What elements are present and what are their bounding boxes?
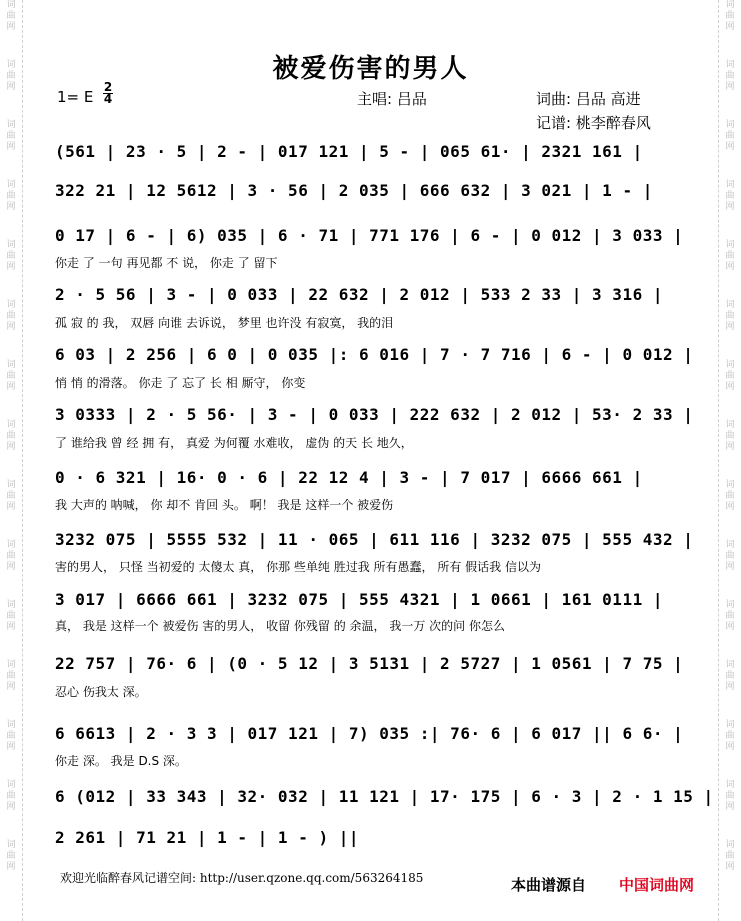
score-row: 0 · 6 321 | 16· 0 · 6 | 22 12 4 | 3 - | 7 017 | 6666 661 | — [55, 468, 643, 487]
composer-credit: 词曲: 吕品 高进 — [536, 90, 641, 108]
score-row: 22 757 | 76· 6 | (0 · 5 12 | 3 5131 | 2 5727 | 1 0561 | 7 75 | — [55, 654, 684, 673]
watermark-text: 词 曲 网 — [6, 420, 16, 452]
watermark-text: 词 曲 网 — [725, 780, 735, 812]
watermark-text: 词 曲 网 — [725, 600, 735, 632]
lyrics-line: 了 谁给我 曾 经 拥 有， 真爱 为何覆 水难收， 虚伪 的天 长 地久， — [55, 436, 413, 450]
time-signature — [103, 82, 113, 105]
watermark-text: 词 曲 网 — [725, 0, 735, 32]
watermark-text: 词 曲 网 — [725, 120, 735, 152]
lyrics-line: 真， 我是 这样一个 被爱伤 害的男人， 收留 你残留 的 余温， 我一万 次的问 你怎么 — [55, 619, 505, 633]
score-row: 2 · 5 56 | 3 - | 0 033 | 22 632 | 2 012 | 533 2 33 | 3 316 | — [55, 285, 663, 304]
watermark-text: 词 曲 网 — [6, 660, 16, 692]
watermark-text: 词 曲 网 — [6, 600, 16, 632]
watermark-text: 词 曲 网 — [725, 60, 735, 92]
watermark-text: 词 曲 网 — [725, 420, 735, 452]
score-row: 322 21 | 12 5612 | 3 · 56 | 2 035 | 666 632 | 3 021 | 1 - | — [55, 181, 653, 200]
score-row: 6 6613 | 2 · 3 3 | 017 121 | 7) 035 :| 76· 6 | 6 017 || 6 6· | — [55, 724, 684, 743]
brand-name: 中国词曲网 — [619, 876, 695, 894]
watermark-text: 词 曲 网 — [6, 0, 16, 32]
score-row: (561 | 23 · 5 | 2 - | 017 121 | 5 - | 065 61· | 2321 161 | — [55, 142, 643, 161]
watermark-text: 词 曲 网 — [6, 480, 16, 512]
source-label: 本曲谱源自 — [511, 876, 587, 894]
watermark-text: 词 曲 网 — [725, 180, 735, 212]
watermark-text: 词 曲 网 — [725, 480, 735, 512]
watermark-text: 词 曲 网 — [6, 180, 16, 212]
watermark-text: 词 曲 网 — [725, 540, 735, 572]
watermark-text: 词 曲 网 — [6, 300, 16, 332]
watermark-text: 词 曲 网 — [6, 60, 16, 92]
watermark-text: 词 曲 网 — [6, 840, 16, 872]
watermark-text: 词 曲 网 — [6, 720, 16, 752]
score-row: 6 03 | 2 256 | 6 0 | 0 035 |: 6 016 | 7 · 7 716 | 6 - | 0 012 | — [55, 345, 694, 364]
song-title: 被爱伤害的男人 — [272, 54, 469, 84]
transcriber-credit: 记谱: 桃李醉春风 — [536, 114, 651, 132]
watermark-text: 词 曲 网 — [725, 300, 735, 332]
watermark-text: 词 曲 网 — [725, 720, 735, 752]
key-signature: 1= E — [57, 88, 94, 106]
lyrics-line: 我 大声的 呐喊， 你 却不 肯回 头。 啊！ 我是 这样一个 被爱伤 — [55, 498, 394, 512]
lyrics-line: 你走 了 一句 再见都 不 说， 你走 了 留下 — [55, 256, 278, 270]
score-row: 6 (012 | 33 343 | 32· 032 | 11 121 | 17· 175 | 6 · 3 | 2 · 1 15 | — [55, 787, 714, 806]
welcome-url: 欢迎光临醉春风记谱空间: http://user.qzone.qq.com/563264185 — [60, 871, 424, 885]
time-signature-bottom: 4 — [103, 92, 113, 106]
lyrics-line: 悄 悄 的滑落。 你走 了 忘了 长 相 厮守， 你变 — [55, 376, 306, 390]
watermark-text: 词 曲 网 — [6, 240, 16, 272]
score-row: 3 0333 | 2 · 5 56· | 3 - | 0 033 | 222 632 | 2 012 | 53· 2 33 | — [55, 405, 694, 424]
lyrics-line: 孤 寂 的 我， 双唇 向谁 去诉说， 梦里 也许没 有寂寞， 我的泪 — [55, 316, 394, 330]
time-signature-top: 2 — [103, 80, 113, 94]
singer-credit: 主唱: 吕品 — [357, 90, 427, 108]
watermark-text: 词 曲 网 — [725, 360, 735, 392]
score-row: 3232 075 | 5555 532 | 11 · 065 | 611 116 | 3232 075 | 555 432 | — [55, 530, 694, 549]
watermark-text: 词 曲 网 — [6, 120, 16, 152]
lyrics-line: 你走 深。 我是 D.S 深。 — [55, 754, 187, 768]
watermark-text: 词 曲 网 — [725, 840, 735, 872]
score-row: 3 017 | 6666 661 | 3232 075 | 555 4321 | 1 0661 | 161 0111 | — [55, 590, 663, 609]
score-row: 0 17 | 6 - | 6) 035 | 6 · 71 | 771 176 | 6 - | 0 012 | 3 033 | — [55, 226, 684, 245]
watermark-text: 词 曲 网 — [725, 660, 735, 692]
watermark-text: 词 曲 网 — [6, 360, 16, 392]
watermark-text: 词 曲 网 — [6, 540, 16, 572]
lyrics-line: 害的男人， 只怪 当初爱的 太傻太 真， 你那 些单纯 胜过我 所有愚蠢， 所有 假话我 信以为 — [55, 560, 541, 574]
watermark-text: 词 曲 网 — [6, 780, 16, 812]
lyrics-line: 忍心 伤我太 深。 — [55, 685, 147, 699]
score-row: 2 261 | 71 21 | 1 - | 1 - ) || — [55, 828, 359, 847]
watermark-text: 词 曲 网 — [725, 240, 735, 272]
